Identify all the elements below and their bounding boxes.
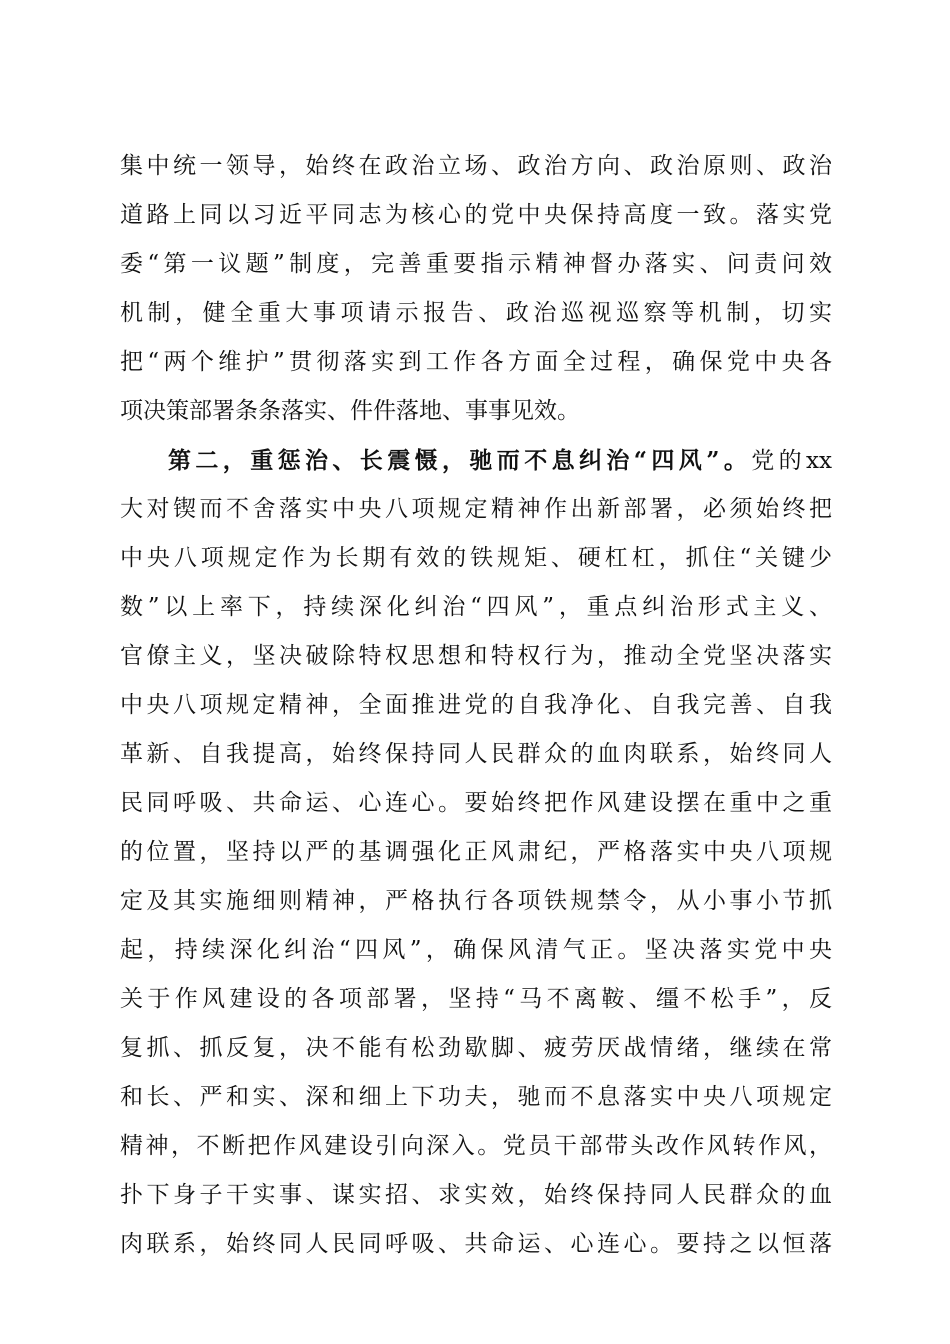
text-line: 委“第一议题”制度，完善重要指示精神督办落实、问责问效 [120,251,832,277]
text-line: 大对锲而不舍落实中央八项规定精神作出新部署，必须始终把 [120,496,832,522]
text-line: 官僚主义，坚决破除特权思想和特权行为，推动全党坚决落实 [120,643,832,669]
text-line: 机制，健全重大事项请示报告、政治巡视巡察等机制，切实 [120,300,832,326]
text-line: 革新、自我提高，始终保持同人民群众的血肉联系，始终同人 [120,741,832,767]
text-line: 民同呼吸、共命运、心连心。要始终把作风建设摆在重中之重 [120,790,832,816]
text-line: 道路上同以习近平同志为核心的党中央保持高度一致。落实党 [120,202,832,228]
text-line: 数”以上率下，持续深化纠治“四风”，重点纠治形式主义、 [120,594,832,620]
text-line: 起，持续深化纠治“四风”，确保风清气正。坚决落实党中央 [120,937,832,963]
text-line: 中央八项规定作为长期有效的铁规矩、硬杠杠，抓住“关键少 [120,545,832,571]
paragraph-2 [120,436,832,1318]
text-line: 定及其实施细则精神，严格执行各项铁规禁令，从小事小节抓 [120,888,832,914]
text-line: 把“两个维护”贯彻落实到工作各方面全过程，确保党中央各 [120,349,832,375]
paragraph-1 [120,142,832,436]
text-line: 和长、严和实、深和细上下功夫，驰而不息落实中央八项规定 [120,1084,832,1110]
heading-line-rest: 党的xx [751,448,832,474]
document-body [120,142,832,1318]
text-line: 中央八项规定精神，全面推进党的自我净化、自我完善、自我 [120,692,832,718]
text-line: 项决策部署条条落实、件件落地、事事见效。 [120,398,580,424]
paragraph-heading: 第二，重惩治、长震慑，驰而不息纠治“四风”。 [168,447,752,474]
paragraph-heading-line [120,436,832,485]
text-line: 肉联系，始终同人民同呼吸、共命运、心连心。要持之以恒落 [120,1231,832,1257]
text-line: 集中统一领导，始终在政治立场、政治方向、政治原则、政治 [120,153,832,179]
text-line: 复抓、抓反复，决不能有松劲歇脚、疲劳厌战情绪，继续在常 [120,1035,832,1061]
text-line: 扑下身子干实事、谋实招、求实效，始终保持同人民群众的血 [120,1182,832,1208]
text-line: 关于作风建设的各项部署，坚持“马不离鞍、缰不松手”，反 [120,986,832,1012]
text-line: 的位置，坚持以严的基调强化正风肃纪，严格落实中央八项规 [120,839,832,865]
text-line [120,1269,832,1318]
text-line: 精神，不断把作风建设引向深入。党员干部带头改作风转作风， [120,1133,832,1159]
